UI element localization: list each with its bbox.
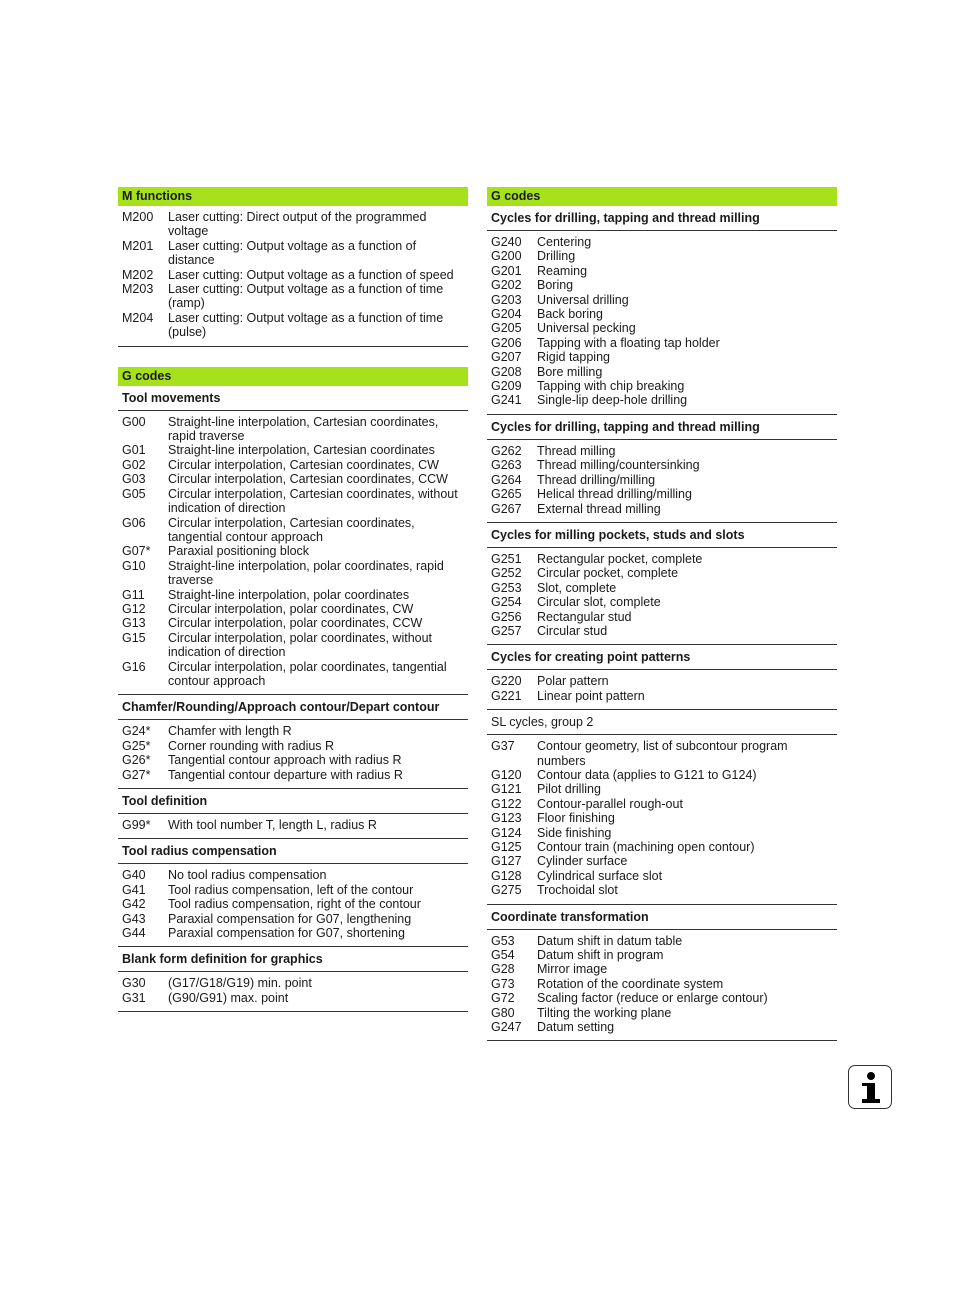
table-row: [487, 854, 837, 868]
code-cell: M203: [122, 282, 154, 297]
description-cell: Tangential contour departure with radius R: [168, 767, 403, 782]
rows-block: [487, 930, 837, 1042]
code-cell: G201: [491, 263, 522, 278]
code-cell: G265: [491, 487, 522, 502]
description-cell: Circular pocket, complete: [537, 566, 679, 581]
table-row: [487, 624, 837, 638]
description-cell: Paraxial positioning block: [168, 544, 310, 559]
code-cell: G40: [122, 868, 146, 883]
description-cell: Circular interpolation, polar coordinates, tangential contour approach: [168, 659, 447, 688]
code-cell: G202: [491, 278, 522, 293]
table-row: [487, 552, 837, 566]
left-column: [118, 187, 468, 1032]
code-cell: G221: [491, 688, 522, 703]
code-cell: G124: [491, 825, 522, 840]
code-cell: G122: [491, 796, 522, 811]
description-cell: Straight-line interpolation, polar coordinates: [168, 587, 410, 602]
description-cell: No tool radius compensation: [168, 868, 327, 883]
description-cell: (G90/G91) max. point: [168, 990, 289, 1005]
description-cell: Tangential contour approach with radius R: [168, 753, 402, 768]
table-row: [118, 724, 468, 738]
table-row: [487, 235, 837, 249]
description-cell: Circular interpolation, polar coordinates, CCW: [168, 616, 423, 631]
code-cell: G30: [122, 976, 146, 991]
code-cell: G207: [491, 350, 522, 365]
table-row: [487, 336, 837, 350]
table-row: [487, 249, 837, 263]
code-cell: G120: [491, 767, 522, 782]
rows-block: [118, 864, 468, 947]
description-cell: Cylinder surface: [537, 854, 628, 869]
rows-block: [487, 735, 837, 904]
table-row: [487, 350, 837, 364]
code-cell: G128: [491, 868, 522, 883]
table-row: [487, 278, 837, 292]
code-cell: G27*: [122, 767, 151, 782]
rows-block: [487, 670, 837, 710]
table-row: [118, 487, 468, 516]
table-header: G codes: [487, 187, 837, 206]
code-cell: G206: [491, 335, 522, 350]
description-cell: Side finishing: [537, 825, 612, 840]
code-cell: G251: [491, 551, 522, 566]
table-row: [487, 782, 837, 796]
code-cell: G11: [122, 587, 145, 602]
description-cell: Tilting the working plane: [537, 1005, 672, 1020]
description-cell: Tapping with chip breaking: [537, 379, 685, 394]
code-cell: G06: [122, 515, 146, 530]
code-cell: M204: [122, 310, 154, 325]
section-title: SL cycles, group 2: [487, 710, 837, 735]
description-cell: Datum shift in datum table: [537, 933, 683, 948]
description-cell: Bore milling: [537, 364, 603, 379]
table-row: [118, 883, 468, 897]
code-cell: G15: [122, 630, 146, 645]
table-header: G codes: [118, 367, 468, 386]
description-cell: Floor finishing: [537, 811, 615, 826]
table-row: [118, 268, 468, 282]
code-cell: G80: [491, 1005, 515, 1020]
table-row: [487, 1006, 837, 1020]
code-cell: G02: [122, 457, 146, 472]
code-cell: G267: [491, 501, 522, 516]
section-title: Tool definition: [118, 789, 468, 814]
table-row: [487, 977, 837, 991]
description-cell: Universal pecking: [537, 321, 636, 336]
description-cell: Scaling factor (reduce or enlarge contour): [537, 991, 768, 1006]
table-row: [118, 631, 468, 660]
table-row: [487, 689, 837, 703]
table-row: [118, 616, 468, 630]
table-row: [487, 934, 837, 948]
description-cell: Circular interpolation, Cartesian coordinates, without indication of direction: [168, 486, 458, 516]
rows-block: [118, 411, 468, 696]
table-row: [118, 282, 468, 311]
code-cell: G24*: [122, 724, 151, 739]
code-cell: G44: [122, 926, 146, 941]
code-cell: G13: [122, 616, 146, 631]
description-cell: Thread milling: [537, 443, 616, 458]
code-cell: G53: [491, 933, 515, 948]
description-cell: Universal drilling: [537, 292, 629, 307]
section-title: Tool movements: [118, 386, 468, 411]
table-row: [118, 926, 468, 940]
code-cell: G03: [122, 472, 146, 487]
rows-block: [118, 972, 468, 1012]
description-cell: Single-lip deep-hole drilling: [537, 393, 688, 408]
table-row: [487, 581, 837, 595]
description-cell: Contour train (machining open contour): [537, 840, 755, 854]
description-cell: Circular interpolation, Cartesian coordinates, CW: [168, 457, 439, 472]
table-row: [118, 443, 468, 457]
code-cell: G12: [122, 601, 146, 616]
code-cell: G00: [122, 414, 146, 429]
table-row: [118, 544, 468, 558]
code-cell: G275: [491, 883, 522, 898]
table-row: [487, 566, 837, 580]
table-row: [118, 311, 468, 340]
code-cell: G203: [491, 292, 522, 307]
description-cell: Thread drilling/milling: [537, 472, 656, 487]
table-row: [118, 818, 468, 832]
code-cell: G99*: [122, 818, 151, 832]
table-row: [118, 897, 468, 911]
code-cell: G07*: [122, 544, 151, 559]
rows-block: [487, 548, 837, 645]
table-row: [487, 502, 837, 516]
rows-block: [487, 440, 837, 523]
table-row: [487, 595, 837, 609]
description-cell: Straight-line interpolation, Cartesian coordinates, rapid traverse: [168, 414, 439, 444]
code-cell: G73: [491, 976, 515, 991]
table-row: [487, 487, 837, 501]
code-cell: G43: [122, 911, 146, 926]
description-cell: Rigid tapping: [537, 350, 610, 365]
table-row: [487, 1020, 837, 1034]
table-row: [487, 458, 837, 472]
description-cell: Paraxial compensation for G07, lengthening: [168, 911, 412, 926]
description-cell: Laser cutting: Output voltage as a function of distance: [168, 238, 417, 268]
code-cell: G254: [491, 595, 522, 610]
description-cell: Cylindrical surface slot: [537, 868, 663, 883]
code-cell: G220: [491, 674, 522, 689]
description-cell: Linear point pattern: [537, 688, 645, 703]
table-row: [118, 739, 468, 753]
table-row: [118, 602, 468, 616]
code-cell: M201: [122, 238, 154, 253]
rows-block: [487, 231, 837, 415]
code-cell: G01: [122, 443, 146, 458]
table-row: [118, 991, 468, 1005]
code-cell: G204: [491, 307, 522, 322]
description-cell: Polar pattern: [537, 674, 609, 689]
code-cell: G37: [491, 739, 515, 754]
table-row: [487, 739, 837, 768]
table-row: [118, 415, 468, 444]
code-cell: G10: [122, 558, 146, 573]
description-cell: Rectangular stud: [537, 609, 632, 624]
description-cell: Datum shift in program: [537, 948, 664, 963]
description-cell: Contour data (applies to G121 to G124): [537, 767, 757, 782]
description-cell: Laser cutting: Output voltage as a function of speed: [168, 267, 454, 282]
table-row: [487, 991, 837, 1005]
code-cell: G253: [491, 580, 522, 595]
table-row: [487, 840, 837, 854]
description-cell: Straight-line interpolation, Cartesian coordinates: [168, 443, 435, 458]
description-cell: Circular stud: [537, 623, 608, 638]
table-row: [487, 811, 837, 825]
table-row: [487, 962, 837, 976]
description-cell: Contour geometry, list of subcontour program numbers: [537, 739, 788, 768]
section-title: Cycles for creating point patterns: [487, 645, 837, 670]
rows-block: [118, 814, 468, 839]
table-row: [487, 293, 837, 307]
table-row: [487, 797, 837, 811]
description-cell: Boring: [537, 278, 574, 293]
description-cell: Helical thread drilling/milling: [537, 487, 692, 502]
section-title: Chamfer/Rounding/Approach contour/Depart contour: [118, 695, 468, 720]
table-row: [487, 826, 837, 840]
table-row: [487, 610, 837, 624]
code-cell: M200: [122, 210, 154, 224]
rows-block: [118, 720, 468, 789]
code-cell: G31: [122, 990, 146, 1005]
code-cell: G209: [491, 379, 522, 394]
table-row: [118, 660, 468, 689]
code-table: [118, 187, 468, 347]
description-cell: Circular interpolation, Cartesian coordinates, tangential contour approach: [168, 515, 415, 544]
code-table: [487, 187, 837, 1041]
description-cell: Laser cutting: Output voltage as a function of time (ramp): [168, 282, 444, 311]
description-cell: Trochoidal slot: [537, 883, 618, 898]
table-row: [118, 976, 468, 990]
table-row: [487, 444, 837, 458]
code-cell: G123: [491, 811, 522, 826]
code-cell: G28: [491, 962, 515, 977]
table-row: [487, 948, 837, 962]
description-cell: Contour-parallel rough-out: [537, 796, 683, 811]
code-cell: G252: [491, 566, 522, 581]
code-cell: G208: [491, 364, 522, 379]
code-cell: M202: [122, 267, 154, 282]
code-cell: G54: [491, 948, 515, 963]
description-cell: Chamfer with length R: [168, 724, 292, 739]
table-row: [487, 473, 837, 487]
table-row: [487, 321, 837, 335]
table-row: [487, 264, 837, 278]
description-cell: Rotation of the coordinate system: [537, 976, 724, 991]
table-row: [118, 868, 468, 882]
description-cell: Paraxial compensation for G07, shortening: [168, 926, 405, 941]
code-cell: G121: [491, 782, 522, 797]
rows-block: [118, 206, 468, 347]
description-cell: Circular interpolation, polar coordinates, CW: [168, 601, 414, 616]
description-cell: With tool number T, length L, radius R: [168, 818, 377, 832]
code-table: [118, 367, 468, 1013]
section-title: Blank form definition for graphics: [118, 947, 468, 972]
description-cell: Laser cutting: Direct output of the programmed voltage: [168, 210, 427, 239]
code-cell: G26*: [122, 753, 151, 768]
table-row: [118, 210, 468, 239]
description-cell: Thread milling/countersinking: [537, 458, 700, 473]
section-title: Cycles for drilling, tapping and thread milling: [487, 206, 837, 231]
table-header: M functions: [118, 187, 468, 206]
section-title: Tool radius compensation: [118, 839, 468, 864]
table-row: [487, 365, 837, 379]
table-row: [118, 472, 468, 486]
description-cell: (G17/G18/G19) min. point: [168, 976, 312, 991]
description-cell: Circular interpolation, polar coordinates, without indication of direction: [168, 630, 433, 660]
table-row: [118, 768, 468, 782]
info-icon: [848, 1065, 892, 1109]
code-cell: G263: [491, 458, 522, 473]
code-cell: G125: [491, 840, 522, 854]
table-row: [487, 674, 837, 688]
code-cell: G256: [491, 609, 522, 624]
table-row: [487, 379, 837, 393]
right-column: [487, 187, 837, 1061]
description-cell: Straight-line interpolation, polar coordinates, rapid traverse: [168, 558, 444, 588]
description-cell: Datum setting: [537, 1020, 615, 1035]
description-cell: Pilot drilling: [537, 782, 601, 797]
table-row: [487, 869, 837, 883]
code-cell: G25*: [122, 738, 151, 753]
table-row: [487, 768, 837, 782]
description-cell: Corner rounding with radius R: [168, 738, 335, 753]
description-cell: Tool radius compensation, left of the contour: [168, 882, 414, 897]
code-cell: G257: [491, 623, 522, 638]
description-cell: Circular slot, complete: [537, 595, 661, 610]
table-row: [118, 239, 468, 268]
code-cell: G05: [122, 486, 146, 501]
section-title: Cycles for milling pockets, studs and slots: [487, 523, 837, 548]
description-cell: Drilling: [537, 249, 576, 264]
description-cell: Back boring: [537, 307, 604, 322]
section-title: Cycles for drilling, tapping and thread milling: [487, 415, 837, 440]
code-cell: G42: [122, 897, 146, 912]
description-cell: Tool radius compensation, right of the contour: [168, 897, 421, 912]
description-cell: Centering: [537, 235, 592, 249]
table-row: [487, 393, 837, 407]
table-row: [487, 883, 837, 897]
description-cell: Circular interpolation, Cartesian coordinates, CCW: [168, 472, 448, 487]
code-cell: G262: [491, 443, 522, 458]
code-cell: G240: [491, 235, 522, 249]
code-cell: G41: [122, 882, 146, 897]
section-title: Coordinate transformation: [487, 905, 837, 930]
table-row: [118, 753, 468, 767]
code-cell: G247: [491, 1020, 522, 1035]
code-cell: G72: [491, 991, 515, 1006]
description-cell: Tapping with a floating tap holder: [537, 335, 720, 350]
description-cell: External thread milling: [537, 501, 661, 516]
table-row: [118, 516, 468, 545]
code-cell: G264: [491, 472, 522, 487]
code-cell: G127: [491, 854, 522, 869]
description-cell: Slot, complete: [537, 580, 617, 595]
table-row: [118, 458, 468, 472]
code-cell: G16: [122, 659, 146, 674]
table-row: [118, 559, 468, 588]
code-cell: G241: [491, 393, 522, 408]
table-row: [118, 912, 468, 926]
code-cell: G200: [491, 249, 522, 264]
description-cell: Mirror image: [537, 962, 608, 977]
table-row: [118, 588, 468, 602]
table-row: [487, 307, 837, 321]
description-cell: Reaming: [537, 263, 588, 278]
description-cell: Rectangular pocket, complete: [537, 551, 703, 566]
code-cell: G205: [491, 321, 522, 336]
description-cell: Laser cutting: Output voltage as a function of time (pulse): [168, 310, 444, 340]
